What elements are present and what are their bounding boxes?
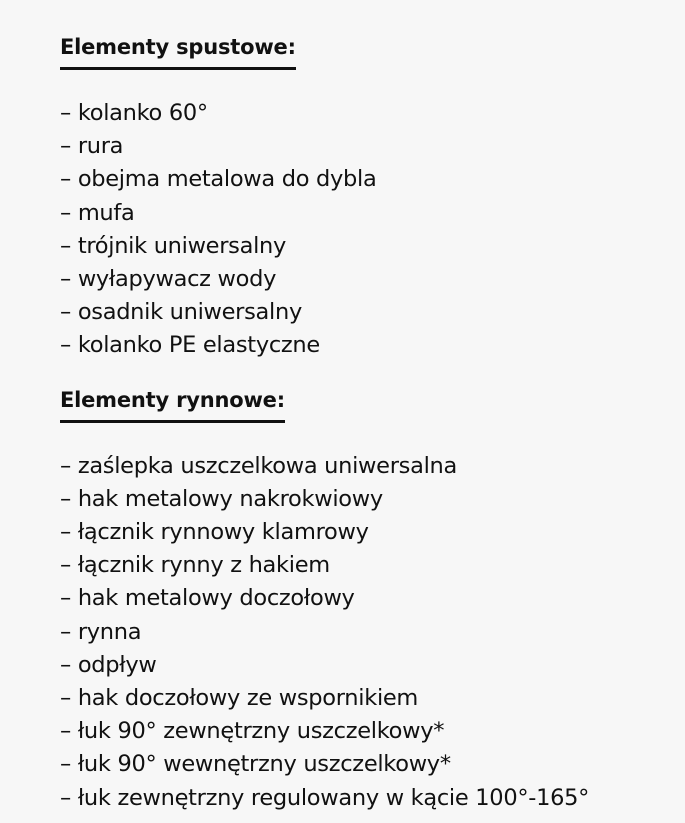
list-item: – łuk zewnętrzny regulowany w kącie 100°-165°	[60, 782, 680, 815]
list-item: – zaślepka uszczelkowa uniwersalna	[60, 450, 680, 483]
list-item: – łącznik rynny z hakiem	[60, 549, 680, 582]
gutter-elements-list	[60, 450, 680, 815]
section-heading-gutter: Elementy rynnowe:	[60, 385, 285, 423]
list-item: – trójnik uniwersalny	[60, 230, 680, 263]
product-elements-document	[60, 32, 680, 815]
list-item: – osadnik uniwersalny	[60, 296, 680, 329]
list-item: – mufa	[60, 197, 680, 230]
list-item: – hak metalowy doczołowy	[60, 582, 680, 615]
section-downpipe-elements	[60, 32, 680, 363]
section-gutter-elements	[60, 385, 680, 815]
list-item: – rura	[60, 130, 680, 163]
list-item: – hak doczołowy ze wspornikiem	[60, 682, 680, 715]
list-item: – wyłapywacz wody	[60, 263, 680, 296]
list-item: – łącznik rynnowy klamrowy	[60, 516, 680, 549]
list-item: – kolanko 60°	[60, 97, 680, 130]
list-item: – łuk 90° zewnętrzny uszczelkowy*	[60, 715, 680, 748]
list-item: – hak metalowy nakrokwiowy	[60, 483, 680, 516]
list-item: – odpływ	[60, 649, 680, 682]
downpipe-elements-list	[60, 97, 680, 363]
list-item: – kolanko PE elastyczne	[60, 329, 680, 362]
list-item: – łuk 90° wewnętrzny uszczelkowy*	[60, 748, 680, 781]
list-item: – obejma metalowa do dybla	[60, 163, 680, 196]
section-heading-downpipe: Elementy spustowe:	[60, 32, 296, 70]
list-item: – rynna	[60, 616, 680, 649]
